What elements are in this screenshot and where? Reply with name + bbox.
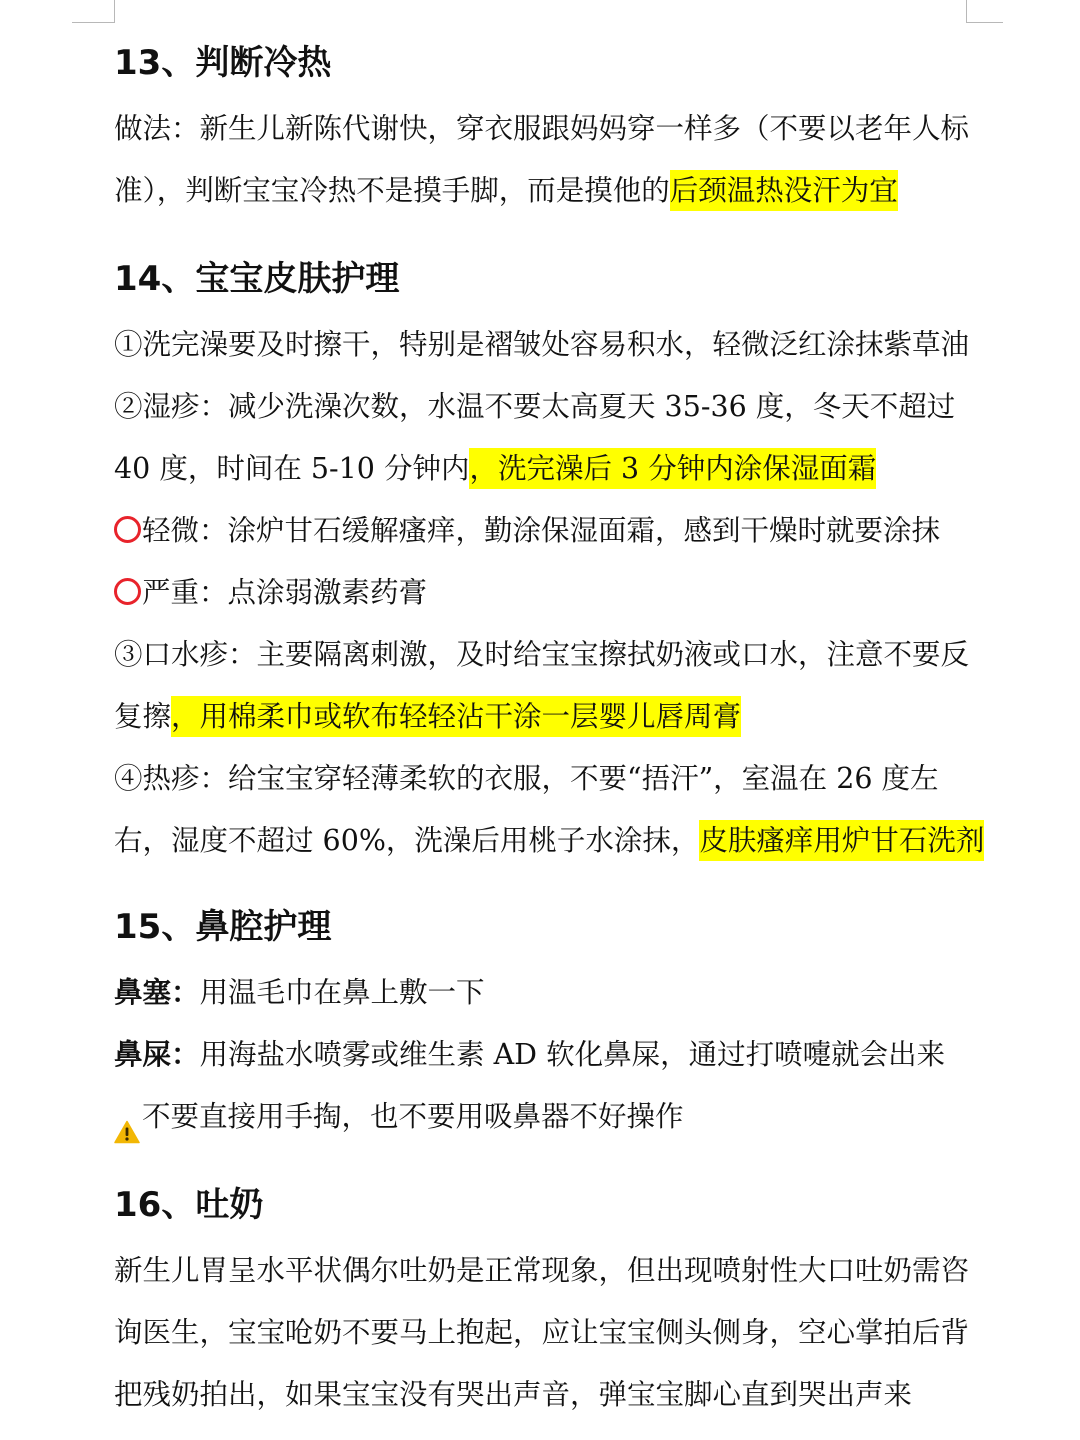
paragraph-line (114, 562, 984, 624)
paragraph-line (114, 1364, 984, 1426)
text-segment: 准），判断宝宝冷热不是摸手脚，而是摸他的 (114, 174, 670, 207)
paragraph-line (114, 160, 984, 222)
document-body (114, 28, 984, 1426)
text-segment: 用温毛巾在鼻上敷一下 (199, 976, 485, 1009)
section-heading: 13、判断冷热 (114, 43, 332, 83)
page-corner-mark-right (966, 0, 1003, 23)
text-segment: 40 度，时间在 5-10 分钟内 (114, 452, 470, 485)
bold-label: 鼻屎： (114, 1038, 200, 1071)
red-circle-icon (114, 516, 141, 543)
text-segment: ④热疹：给宝宝穿轻薄柔软的衣服，不要“捂汗”，室温在 26 度左 (114, 762, 939, 795)
paragraph-line (114, 1024, 984, 1086)
paragraph-line (114, 314, 984, 376)
paragraph-line (114, 98, 984, 160)
page-corner-mark-left (72, 0, 115, 23)
paragraph-line (114, 810, 984, 872)
text-segment: 询医生，宝宝呛奶不要马上抱起，应让宝宝侧头侧身，空心掌拍后背 (114, 1316, 970, 1349)
text-segment: 不要直接用手掏，也不要用吸鼻器不好操作 (142, 1100, 684, 1133)
paragraph-line (114, 686, 984, 748)
text-segment: 轻微：涂炉甘石缓解瘙痒，勤涂保湿面霜，感到干燥时就要涂抹 (142, 514, 941, 547)
paragraph-line (114, 962, 984, 1024)
paragraph-line (114, 624, 984, 686)
text-segment: 严重：点涂弱激素药膏 (142, 576, 428, 609)
highlighted-text: ，用棉柔巾或软布轻轻沾干涂一层婴儿唇周膏 (171, 696, 741, 737)
text-segment: ①洗完澡要及时擦干，特别是褶皱处容易积水，轻微泛红涂抹紫草油 (114, 328, 970, 361)
bold-label: 鼻塞： (114, 976, 200, 1009)
paragraph-line (114, 500, 984, 562)
text-segment: 用海盐水喷雾或维生素 AD 软化鼻屎，通过打喷嚏就会出来 (199, 1038, 946, 1071)
text-segment: 复擦 (114, 700, 172, 733)
text-segment: 右，湿度不超过 60%，洗澡后用桃子水涂抹， (114, 824, 700, 857)
section-spacer (114, 222, 984, 244)
text-segment: 做法：新生儿新陈代谢快，穿衣服跟妈妈穿一样多（不要以老年人标 (114, 112, 970, 145)
section-spacer (114, 1148, 984, 1170)
highlighted-text: ，洗完澡后 3 分钟内涂保湿面霜 (469, 448, 876, 489)
section-spacer (114, 872, 984, 892)
text-segment: 新生儿胃呈水平状偶尔吐奶是正常现象，但出现喷射性大口吐奶需咨 (114, 1254, 970, 1287)
highlighted-text: 皮肤瘙痒用炉甘石洗剂 (699, 820, 984, 861)
text-segment: ②湿疹：减少洗澡次数，水温不要太高夏天 35-36 度，冬天不超过 (114, 390, 956, 423)
paragraph-line (114, 376, 984, 438)
section-heading: 14、宝宝皮肤护理 (114, 259, 400, 299)
section-heading: 15、鼻腔护理 (114, 907, 332, 947)
paragraph-line (114, 1086, 984, 1148)
paragraph-line (114, 1240, 984, 1302)
paragraph-line (114, 438, 984, 500)
section-heading: 16、吐奶 (114, 1185, 264, 1225)
paragraph-line (114, 1302, 984, 1364)
red-circle-icon (114, 578, 141, 605)
text-segment: ③口水疹：主要隔离刺激，及时给宝宝擦拭奶液或口水，注意不要反 (114, 638, 970, 671)
text-segment: 把残奶拍出，如果宝宝没有哭出声音，弹宝宝脚心直到哭出声来 (114, 1378, 913, 1411)
highlighted-text: 后颈温热没汗为宜 (670, 170, 898, 211)
warning-icon (114, 1104, 140, 1128)
paragraph-line (114, 748, 984, 810)
